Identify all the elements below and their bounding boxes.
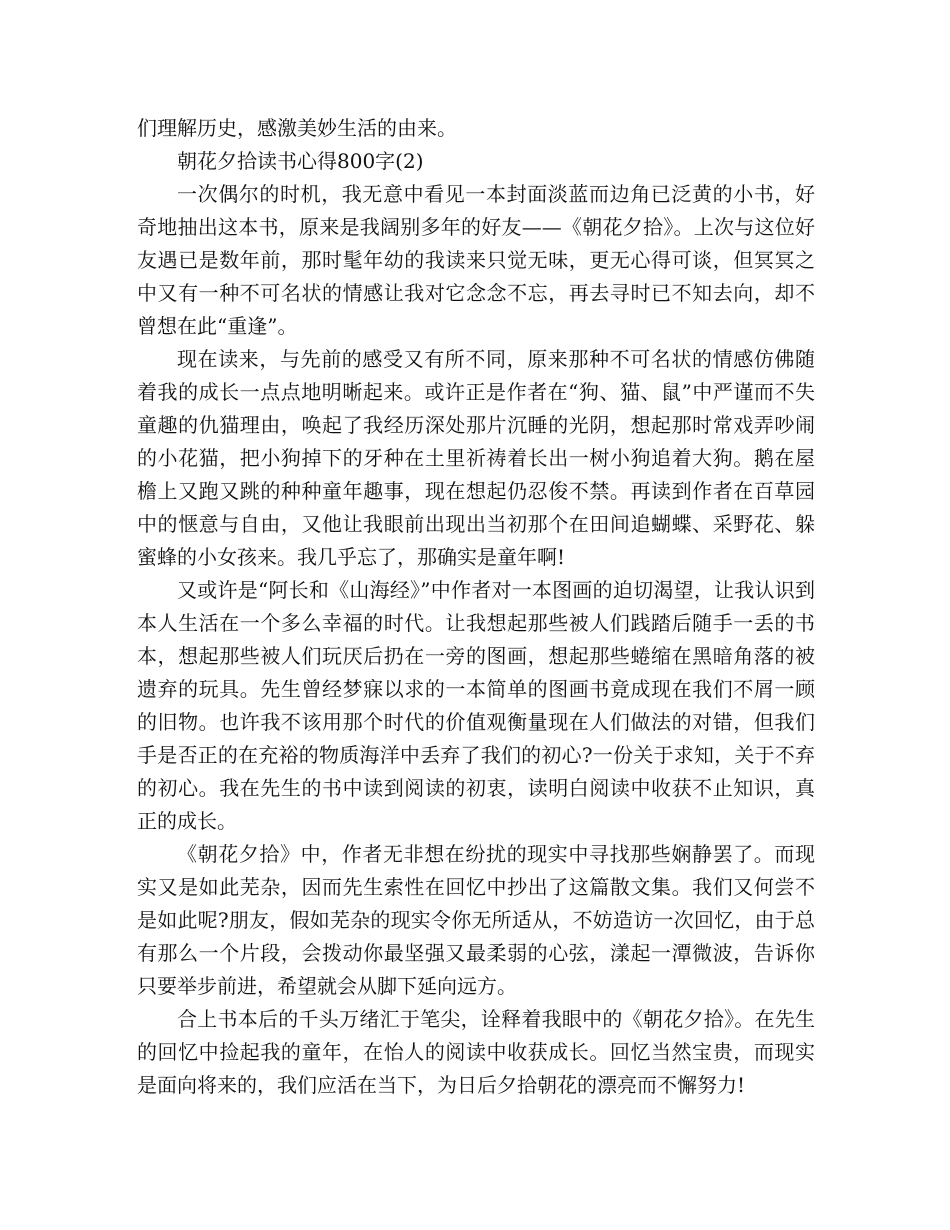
- paragraph: 合上书本后的千头万绪汇于笔尖，诠释着我眼中的《朝花夕拾》。在先生的回忆中捡起我的童年，在怡人的阅读中收获成长。回忆当然宝贵，而现实是面向将来的，我们应活在当下，为日后夕拾朝花的漂亮而不懈努力!: [137, 1007, 815, 1097]
- section-heading: 朝花夕拾读书心得800字(2): [177, 149, 424, 173]
- paragraph: 现在读来，与先前的感受又有所不同，原来那种不可名状的情感仿佛随着我的成长一点点地明晰起来。或许正是作者在“狗、猫、鼠”中严谨而不失童趣的仇猫理由，唤起了我经历深处那片沉睡的光阴，想起那时常戏弄吵闹的小花猫，把小狗掉下的牙种在土里祈祷着长出一树小狗追着大狗。鹅在屋檐上又跑又跳的种种童年趣事，现在想起仍忍俊不禁。再读到作者在百草园中的惬意与自由，又他让我眼前出现出当初那个在田间追蝴蝶、采野花、躲蜜蜂的小女孩来。我几乎忘了，那确实是童年啊!: [137, 347, 815, 569]
- paragraph: 又或许是“阿长和《山海经》”中作者对一本图画的迫切渴望，让我认识到本人生活在一个多么幸福的时代。让我想起那些被人们践踏后随手一丢的书本，想起那些被人们玩厌后扔在一旁的图画，想起那些蜷缩在黑暗角落的被遗弃的玩具。先生曾经梦寐以求的一本简单的图画书竟成现在我们不屑一顾的旧物。也许我不该用那个时代的价值观衡量现在人们做法的对错，但我们手是否正的在充裕的物质海洋中丢弃了我们的初心?一份关于求知，关于不弃的初心。我在先生的书中读到阅读的初衷，读明白阅读中收获不止知识，真正的成长。: [137, 578, 815, 833]
- document-body: [137, 112, 815, 1102]
- paragraph-continuation: 们理解历史，感激美妙生活的由来。: [137, 116, 457, 140]
- paragraph: 《朝花夕拾》中，作者无非想在纷扰的现实中寻找那些娴静罢了。而现实又是如此芜杂，因而先生索性在回忆中抄出了这篇散文集。我们又何尝不是如此呢?朋友，假如芜杂的现实令你无所适从，不妨造访一次回忆，由于总有那么一个片段，会拨动你最坚强又最柔弱的心弦，漾起一潭微波，告诉你只要举步前进，希望就会从脚下延向远方。: [137, 842, 815, 998]
- paragraph: 一次偶尔的时机，我无意中看见一本封面淡蓝而边角已泛黄的小书，好奇地抽出这本书，原来是我阔别多年的好友——《朝花夕拾》。上次与这位好友遇已是数年前，那时髦年幼的我读来只觉无味，更无心得可谈，但冥冥之中又有一种不可名状的情感让我对它念念不忘，再去寻时已不知去向，却不曾想在此“重逢”。: [137, 182, 815, 338]
